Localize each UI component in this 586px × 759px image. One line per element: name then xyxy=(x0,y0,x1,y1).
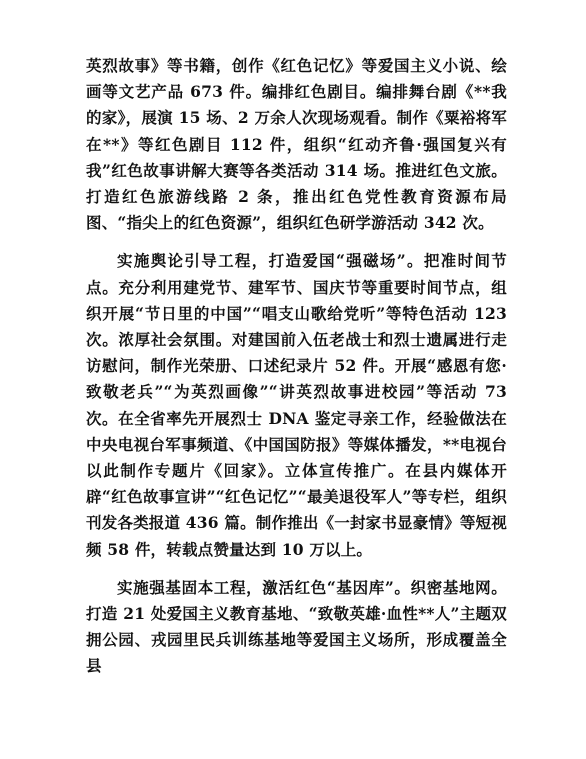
paragraph-text: 实施舆论引导工程，打造爱国“强磁场”。把准时间节点。充分利用建党节、建军节、国庆节等重要时间节点，组织开展“节日里的中国”“唱支山歌给党听”等特色活动 123 次。浓厚社会氛围。对建国前入伍老战士和烈士遗属进行走访慰问，制作光荣册、口述纪录片 52 件。开展“感恩有您·致敬老兵”“为英烈画像”“讲英烈故事进校园”等活动 73 次。在全省率先开展烈士 DNA 鉴定寻亲工作，经验做法在中央电视台军事频道、《中国国防报》等媒体播发，**电视台以此制作专题片《回家》。立体宣传推广。在县内媒体开辟“红色故事宣讲”“红色记忆”“最美退役军人”等专栏，组织刊发各类报道 436 篇。制作推出《一封家书显豪情》等短视频 58 件，转载点赞量达到 10 万以上。 xyxy=(86,251,507,559)
paragraph-public-opinion-project xyxy=(86,248,507,562)
paragraph-text: 英烈故事》等书籍，创作《红色记忆》等爱国主义小说、绘画等文艺产品 673 件。编排红色剧目。编排舞台剧《**我的家》，展演 15 场、2 万余人次现场观看。制作《粟裕将军在**》等红色剧目 112 件，组织“红动齐鲁·强国复兴有我”红色故事讲解大赛等各类活动 314 场。推进红色文旅。打造红色旅游线路 2 条，推出红色党性教育资源布局图、“指尖上的红色资源”，组织红色研学游活动 342 次。 xyxy=(86,56,507,233)
paragraph-text: 实施强基固本工程，激活红色“基因库”。织密基地网。打造 21 处爱国主义教育基地、“致敬英雄·血性**人”主题双拥公园、戎园里民兵训练基地等爱国主义场所，形成覆盖全县 xyxy=(86,577,507,676)
document-body xyxy=(86,53,507,680)
paragraph-foundation-project xyxy=(86,575,507,680)
paragraph-red-culture-products xyxy=(86,53,507,236)
